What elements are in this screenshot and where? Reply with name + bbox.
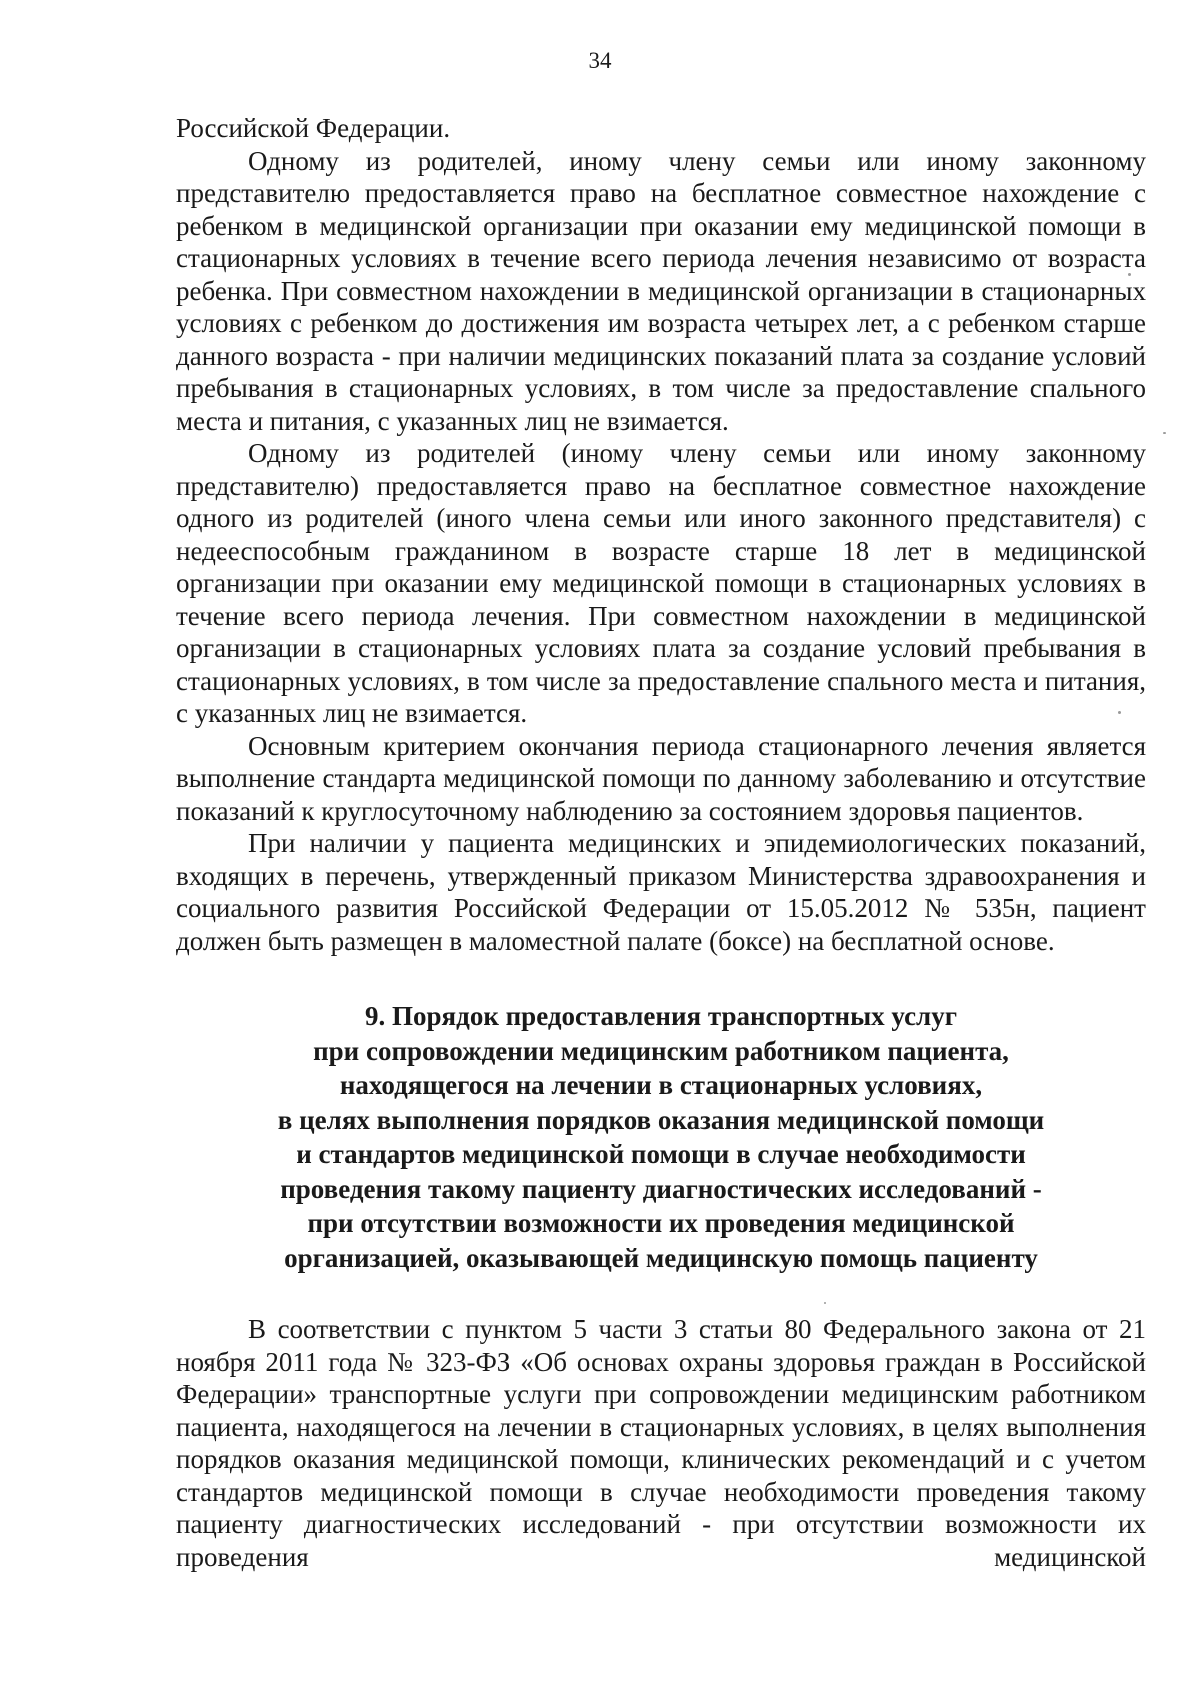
scan-speck [1128,273,1131,276]
page-number: 34 [588,48,612,73]
scan-speck [1118,711,1121,714]
section-heading-line: при отсутствии возможности их проведения медицинской [307,1208,1015,1238]
section-heading-line: в целях выполнения порядков оказания медицинской помощи [277,1104,1045,1135]
paragraph-incapable-adult-stay: Одному из родителей (иному члену семьи или иному законному представителю) предоставляется право на бесплатное совместное нахождение одного из родителей (иного члена семьи или иного законного представителя) с недееспособным гражданином в возрасте старше 18 лет в медицинской организации при оказании ему медицинской помощи в стационарных условиях в течение всего периода лечения. При совместном нахождении в медицинской организации в стационарных условиях плата за создание условий пребывания в стационарных условиях, в том числе за предоставление спального места и питания, с указанных лиц не взимается. [176,438,1146,728]
section-heading-line: проведения такому пациенту диагностических исследований - [280,1173,1042,1204]
section-heading-line: при сопровождении медицинским работником пациента, [313,1035,1009,1066]
section-heading-line: находящегося на лечении в стационарных условиях, [339,1070,983,1100]
section-heading-line: и стандартов медицинской помощи в случае необходимости [296,1139,1026,1169]
paragraph-discharge-criteria: Основным критерием окончания периода стационарного лечения является выполнение стандарта медицинской помощи по данному заболеванию и отсутствие показаний к круглосуточному наблюдению за состоянием здоровья пациентов. [176,730,1146,826]
paragraph-child-stay: Одному из родителей, иному члену семьи или иному законному представителю предоставляется право на бесплатное совместное нахождение с ребенком в медицинской организации при оказании ему медицинской помощи в стационарных условиях в течение всего периода лечения независимо от возраста ребенка. При совместном нахождении в медицинской организации в стационарных условиях с ребенком до достижения им возраста четырех лет, а с ребенком старше данного возраста - при наличии медицинских показаний плата за создание условий пребывания в стационарных условиях, в том числе за предоставление спального места и питания, с указанных лиц не взимается. [176,145,1146,436]
section-heading-line: организацией, оказывающей медицинскую помощь пациенту [284,1242,1038,1273]
scan-speck [824,1302,826,1304]
section-heading-line: 9. Порядок предоставления транспортных услуг [365,1001,957,1031]
paragraph-isolation-ward: При наличии у пациента медицинских и эпидемиологических показаний, входящих в перечень, утвержденный приказом Министерства здравоохранения и социального развития Российской Федерации от 15.05.2012 № 535н, пациент должен быть размещен в маломестной палате (боксе) на бесплатной основе. [176,828,1146,956]
paragraph-transport-services: В соответствии с пунктом 5 части 3 статьи 80 Федерального закона от 21 ноября 2011 года № 323-ФЗ «Об основах охраны здоровья граждан в Российской Федерации» транспортные услуги при сопровождении медицинским работником пациента, находящегося на лечении в стационарных условиях, в целях выполнения порядков оказания медицинской помощи, клинических рекомендаций и с учетом стандартов медицинской помощи в случае необходимости проведения такому пациенту диагностических исследований - при отсутствии возможности их проведения медицинской [176,1314,1146,1572]
document-body [176,112,1146,1573]
scan-speck [1163,432,1166,434]
section-heading [176,999,1146,1275]
paragraph-continuation: Российской Федерации. [176,113,451,143]
